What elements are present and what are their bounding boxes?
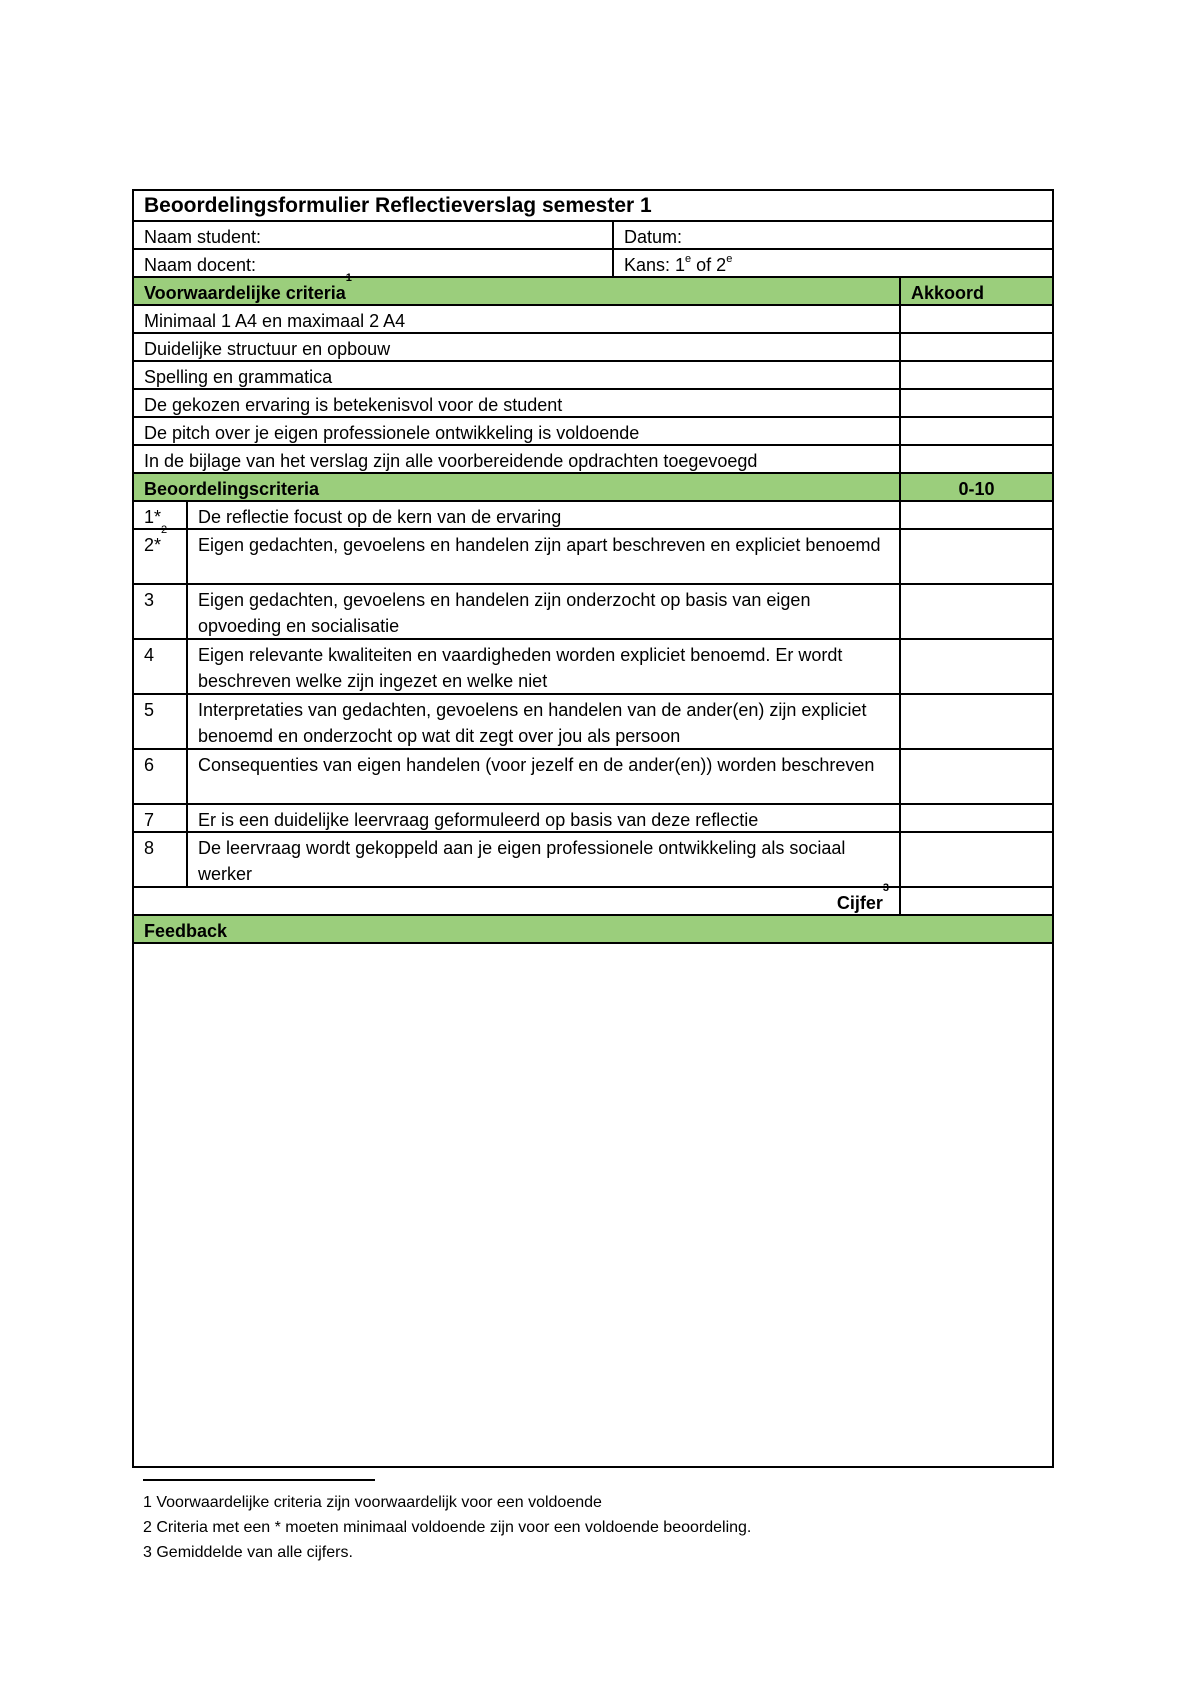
- date-label: Datum:: [624, 227, 683, 247]
- criterion-text: Interpretaties van gedachten, gevoelens en handelen van de ander(en) zijn expliciet benoemd en onderzocht op wat dit zegt over jou als persoon: [188, 695, 901, 748]
- footnotes: [143, 1490, 1043, 1565]
- approval-input[interactable]: [901, 418, 1052, 444]
- criterion-text: De reflectie focust op de kern van de ervaring: [188, 502, 901, 528]
- criterion-row: [134, 695, 1052, 750]
- prerequisite-text: De pitch over je eigen professionele ontwikkeling is voldoende: [134, 418, 901, 444]
- score-input[interactable]: [901, 585, 1052, 638]
- approval-input[interactable]: [901, 390, 1052, 416]
- prerequisites-header: Voorwaardelijke criteria $^1$: [134, 278, 901, 304]
- footnote-2: 2 Criteria met een * moeten minimaal voldoende zijn voor een voldoende beoordeling.: [143, 1519, 752, 1536]
- chance-field[interactable]: [614, 250, 1052, 276]
- student-name-field[interactable]: [134, 222, 614, 248]
- prerequisite-row: [134, 418, 1052, 446]
- criterion-row: [134, 805, 1052, 833]
- approval-input[interactable]: [901, 362, 1052, 388]
- student-name-label: Naam student:: [144, 227, 262, 247]
- grade-row: [134, 882, 1052, 916]
- prerequisites-header-row: [134, 272, 1052, 306]
- criterion-row: [134, 502, 1052, 530]
- feedback-area[interactable]: [134, 944, 1052, 1466]
- approval-input[interactable]: [901, 446, 1052, 472]
- score-input[interactable]: [901, 530, 1052, 583]
- prerequisite-text: Duidelijke structuur en opbouw: [134, 334, 901, 360]
- footnote-divider: [143, 1479, 375, 1481]
- prerequisite-row: [134, 362, 1052, 390]
- score-input[interactable]: [901, 695, 1052, 748]
- feedback-textarea[interactable]: [134, 944, 1052, 1466]
- prerequisite-row: [134, 446, 1052, 474]
- criterion-row: [134, 524, 1052, 585]
- date-field[interactable]: [614, 222, 1052, 248]
- approval-input[interactable]: [901, 306, 1052, 332]
- criterion-text: De leervraag wordt gekoppeld aan je eigen professionele ontwikkeling als sociaal werker: [188, 833, 901, 886]
- prerequisite-text: Spelling en grammatica: [134, 362, 901, 388]
- score-column-header: 0-10: [958, 479, 995, 499]
- assessment-form: [132, 189, 1054, 1468]
- assessment-header-row: [134, 474, 1052, 502]
- criterion-row: [134, 833, 1052, 888]
- prerequisite-text: Minimaal 1 A4 en maximaal 2 A4: [134, 306, 901, 332]
- prerequisite-text: De gekozen ervaring is betekenisvol voor de student: [134, 390, 901, 416]
- assessment-header: Beoordelingscriteria: [134, 474, 901, 500]
- approval-column-header: Akkoord: [911, 283, 985, 303]
- criterion-row: [134, 750, 1052, 805]
- student-row: [134, 222, 1052, 250]
- footnote-3: 3 Gemiddelde van alle cijfers.: [143, 1544, 353, 1561]
- teacher-row: [134, 250, 1052, 278]
- criterion-text: Eigen gedachten, gevoelens en handelen zijn onderzocht op basis van eigen opvoeding en socialisatie: [188, 585, 901, 638]
- approval-input[interactable]: [901, 334, 1052, 360]
- grade-label: Cijfer $^3$: [134, 888, 901, 914]
- prerequisite-row: [134, 390, 1052, 418]
- chance-label: Kans: 1e of 2e: [624, 253, 733, 275]
- criterion-number: 5: [134, 695, 188, 748]
- criterion-number: 2* $^2$: [134, 530, 188, 583]
- feedback-header: Feedback: [144, 921, 228, 941]
- score-input[interactable]: [901, 805, 1052, 831]
- score-input[interactable]: [901, 750, 1052, 803]
- criterion-number: 8: [134, 833, 188, 886]
- form-title: Beoordelingsformulier Reflectieverslag semester 1: [144, 194, 652, 217]
- grade-input[interactable]: [901, 888, 1052, 914]
- teacher-name-field[interactable]: [134, 250, 614, 276]
- criterion-number: 1*: [134, 502, 188, 528]
- criterion-row: [134, 640, 1052, 695]
- score-input[interactable]: [901, 502, 1052, 528]
- criterion-row: [134, 585, 1052, 640]
- criterion-text: Eigen gedachten, gevoelens en handelen zijn apart beschreven en expliciet benoemd: [188, 530, 901, 583]
- form-title-row: [134, 191, 1052, 222]
- criterion-number: 4: [134, 640, 188, 693]
- feedback-header-row: [134, 916, 1052, 944]
- criterion-text: Consequenties van eigen handelen (voor jezelf en de ander(en)) worden beschreven: [188, 750, 901, 803]
- score-input[interactable]: [901, 833, 1052, 886]
- criterion-text: Er is een duidelijke leervraag geformuleerd op basis van deze reflectie: [188, 805, 901, 831]
- score-input[interactable]: [901, 640, 1052, 693]
- criterion-number: 6: [134, 750, 188, 803]
- footnote-1: 1 Voorwaardelijke criteria zijn voorwaardelijk voor een voldoende: [143, 1494, 602, 1511]
- prerequisite-text: In de bijlage van het verslag zijn alle voorbereidende opdrachten toegevoegd: [134, 446, 901, 472]
- criterion-text: Eigen relevante kwaliteiten en vaardigheden worden expliciet benoemd. Er wordt beschreven welke zijn ingezet en welke niet: [188, 640, 901, 693]
- criterion-number: 7: [134, 805, 188, 831]
- teacher-name-label: Naam docent:: [144, 255, 257, 275]
- prerequisite-row: [134, 306, 1052, 334]
- prerequisite-row: [134, 334, 1052, 362]
- criterion-number: 3: [134, 585, 188, 638]
